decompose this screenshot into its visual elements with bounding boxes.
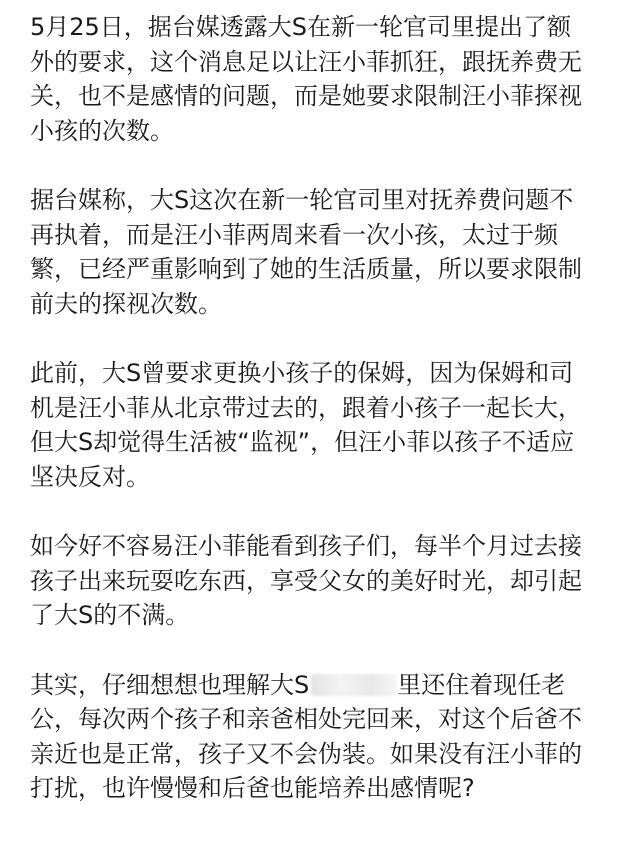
paragraph-2: [30, 183, 620, 321]
text-line: 关，也不是感情的问题，而是她要求限制汪小菲探视: [30, 82, 582, 110]
article-body: [30, 10, 620, 841]
text-line: 外的要求，这个消息足以让汪小菲抓狂，跟抚养费无: [30, 47, 582, 76]
text-line: 亲近也是正常，孩子又不会伪装。如果没有汪小菲的: [30, 739, 582, 768]
text-line-with-redaction: [30, 668, 620, 703]
text-fragment: 其实，仔细想想也理解大S: [30, 670, 310, 699]
text-line: 此前，大S曾要求更换小孩子的保姆，因为保姆和司: [30, 359, 574, 387]
text-fragment: 里还住着现任老: [397, 670, 566, 699]
text-line: 小孩的次数。: [30, 116, 174, 145]
text-line: 据台媒称，大S这次在新一轮官司里对抚养费问题不: [30, 186, 574, 214]
paragraph-4: [30, 529, 620, 633]
text-line: 打扰，也许慢慢和后爸也能培养出感情呢?: [30, 774, 475, 802]
text-line: 繁，已经严重影响到了她的生活质量，所以要求限制: [30, 255, 582, 283]
text-line: 公，每次两个孩子和亲爸相处完回来，对这个后爸不: [30, 705, 582, 733]
blurred-redaction: [311, 674, 397, 696]
text-line: 了大S的不满。: [30, 601, 190, 629]
paragraph-3: [30, 356, 620, 494]
text-line: 前夫的探视次数。: [30, 289, 222, 318]
text-line: 坚决反对。: [30, 462, 150, 491]
text-line: 再执着，而是汪小菲两周来看一次小孩，太过于频: [30, 220, 558, 249]
text-line: 如今好不容易汪小菲能看到孩子们，每半个月过去接: [30, 532, 582, 560]
text-line: 5月25日，据台媒透露大S在新一轮官司里提出了额: [30, 13, 572, 41]
text-line: 孩子出来玩耍吃东西，享受父女的美好时光，却引起: [30, 566, 582, 595]
text-line: 但大S却觉得生活被“监视”，但汪小菲以孩子不适应: [30, 428, 575, 456]
text-line: 机是汪小菲从北京带过去的，跟着小孩子一起长大，: [30, 393, 582, 422]
paragraph-1: [30, 10, 620, 148]
paragraph-5: [30, 668, 620, 806]
